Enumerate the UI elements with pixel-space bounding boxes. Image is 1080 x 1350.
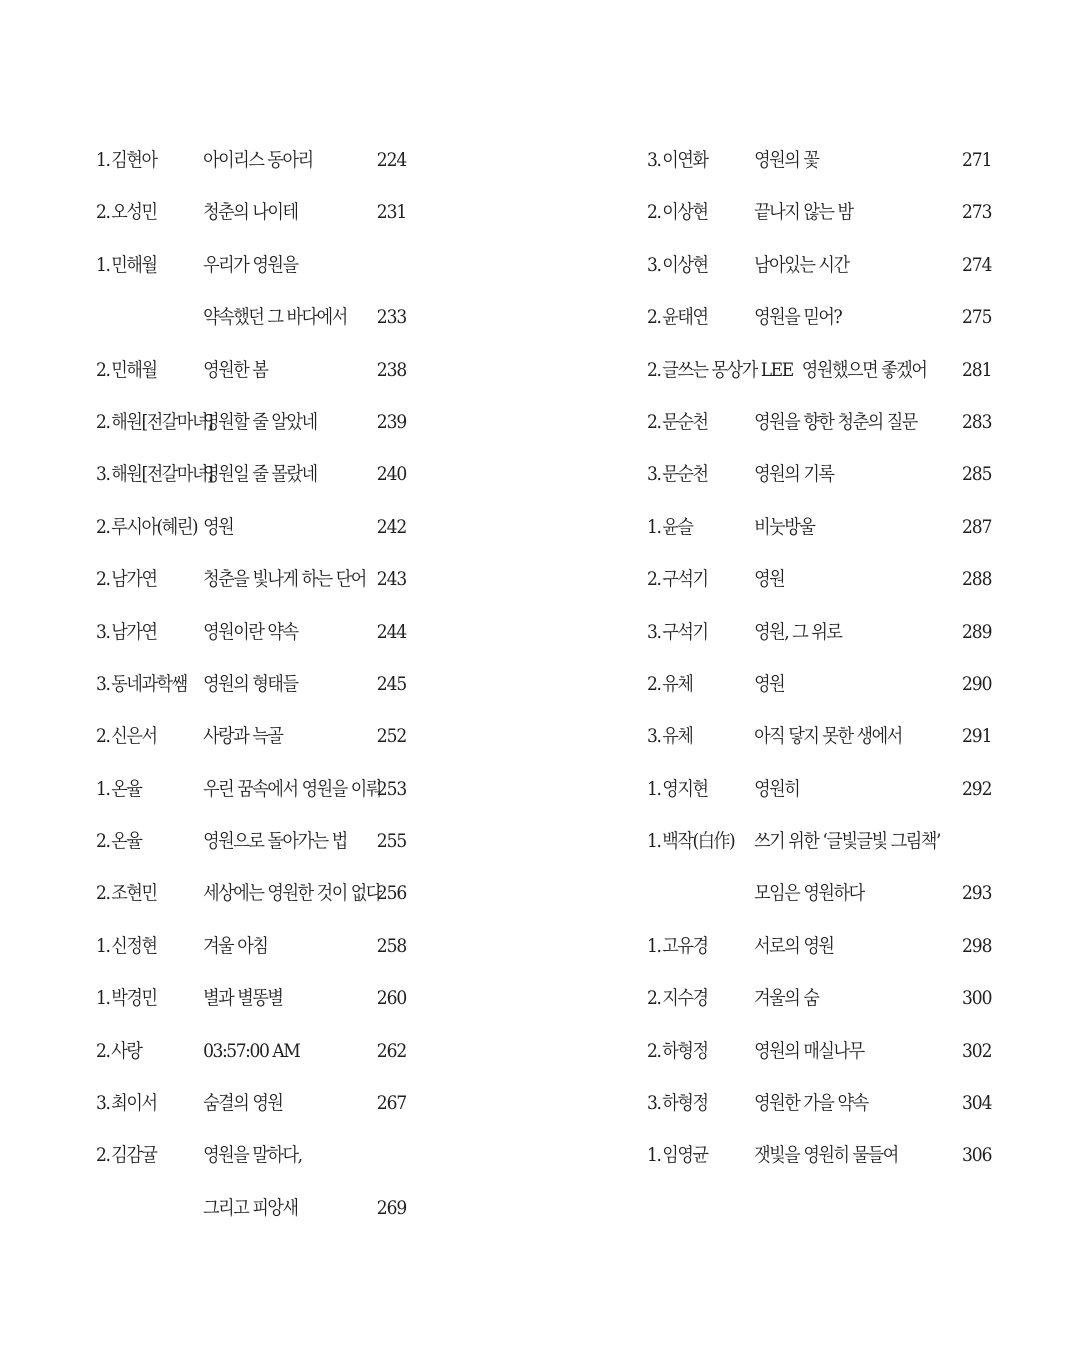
entry-number: 3. [647,149,661,171]
entry-author: 윤태연 [662,306,708,329]
entry-page-number: 252 [376,725,407,748]
entry-author: 최이서 [111,1092,157,1115]
toc-entry [96,815,407,867]
entry-author: 동네과학쌤 [111,672,187,695]
contents-left-column [96,134,436,1234]
entry-title: 03:57:00 AM [203,1039,300,1062]
entry-page-number: 233 [376,306,407,329]
toc-entry [647,763,992,815]
entry-author: 신정현 [111,934,157,957]
entry-page-number: 256 [376,882,407,905]
entry-number: 1. [647,934,661,957]
entry-page-number: 245 [376,672,407,695]
entry-author: 이상현 [662,201,708,224]
entry-title: 영원한 봄 [203,358,268,381]
entry-title: 우린 꿈속에서 영원을 이뤄 [203,777,381,800]
entry-author: 문순천 [662,463,708,486]
entry-author: 지수경 [662,987,708,1010]
toc-entry [96,1182,407,1234]
entry-author: 구석기 [662,620,708,643]
toc-entry [96,658,407,710]
entry-title: 영원했으면 좋겠어 [801,358,927,381]
entry-author: 임영균 [662,1144,708,1167]
entry-title: 별과 별똥별 [203,987,283,1010]
entry-title: 영원의 꽃 [754,149,819,171]
entry-number: 2. [647,1039,661,1062]
entry-number: 2. [96,515,110,538]
entry-number: 3. [96,672,110,695]
entry-page-number: 306 [962,1144,992,1167]
entry-title: 영원의 형태들 [203,672,298,695]
toc-entry [647,972,992,1024]
entry-number: 1. [647,515,661,538]
entry-number: 2. [647,410,661,433]
toc-entry [647,606,992,658]
entry-number: 2. [96,725,110,748]
entry-page-number: 267 [376,1092,407,1115]
toc-entry [96,448,407,500]
entry-page-number: 255 [376,830,407,853]
entry-author: 유체 [662,725,693,748]
toc-entry [96,867,407,919]
entry-page-number: 292 [962,777,992,800]
toc-entry [96,291,407,343]
entry-page-number: 262 [376,1039,407,1062]
entry-title: 영원일 줄 몰랐네 [203,463,317,486]
entry-title: 겨울의 숨 [754,987,819,1010]
entry-page-number: 274 [962,253,992,276]
entry-author: 온율 [111,830,142,853]
entry-page-number: 258 [376,934,407,957]
toc-entry [96,1129,402,1181]
entry-title: 세상에는 영원한 것이 없다 [203,882,381,905]
toc-entry [96,1077,407,1129]
toc-entry [96,553,407,605]
entry-page-number: 302 [962,1039,992,1062]
entry-page-number: 239 [376,410,407,433]
entry-page-number: 253 [376,777,407,800]
entry-page-number: 260 [376,987,407,1010]
entry-author: 김현아 [111,149,157,171]
entry-author: 조현민 [111,882,157,905]
entry-number: 2. [647,306,661,329]
toc-entry [96,606,407,658]
entry-page-number: 288 [962,568,992,591]
entry-page-number: 281 [962,358,992,381]
entry-author: 해원[전갈마녀] [111,463,213,486]
toc-entry [647,658,992,710]
entry-page-number: 298 [962,934,992,957]
entry-title: 아직 닿지 못한 생에서 [754,725,902,748]
entry-author: 백작(白作) [662,830,735,853]
entry-page-number: 304 [962,1092,992,1115]
toc-entry [647,710,992,762]
entry-title: 영원 [754,672,785,695]
entry-author: 신은서 [111,725,157,748]
entry-page-number: 269 [376,1196,407,1219]
toc-entry [647,1129,992,1181]
entry-author: 민해월 [111,358,157,381]
toc-entry [96,763,407,815]
entry-title: 약속했던 그 바다에서 [203,306,347,329]
entry-author: 루시아(혜린) [111,515,198,538]
entry-page-number: 300 [962,987,992,1010]
entry-page-number: 243 [376,568,407,591]
toc-entry [647,553,992,605]
entry-page-number: 271 [962,149,992,171]
entry-author: 이연화 [662,149,708,171]
toc-entry [96,972,407,1024]
entry-author: 김감귤 [111,1144,157,1167]
entry-number: 1. [96,777,110,800]
entry-title: 영원, 그 위로 [754,620,842,643]
entry-page-number: 231 [376,201,407,224]
toc-entry [96,920,407,972]
toc-entry [647,344,992,396]
entry-page-number: 224 [376,149,407,171]
entry-title: 그리고 피앙새 [203,1196,298,1219]
entry-author: 박경민 [111,987,157,1010]
entry-number: 2. [647,568,661,591]
toc-entry [96,501,407,553]
entry-page-number: 238 [376,358,407,381]
entry-author: 글쓰는 몽상가 LEE [662,358,793,381]
toc-entry [647,920,992,972]
entry-author: 오성민 [111,201,157,224]
entry-title: 비눗방울 [754,515,815,538]
entry-title: 영원 [754,568,785,591]
entry-title: 쓰기 위한 ‘글빛글빛 그림책’ [754,830,940,853]
entry-number: 2. [96,568,110,591]
entry-number: 1. [647,777,661,800]
toc-entry [647,815,953,867]
toc-entry [96,344,407,396]
entry-page-number: 289 [962,620,992,643]
entry-page-number: 244 [376,620,407,643]
toc-entry [96,134,407,186]
entry-number: 3. [647,725,661,748]
entry-number: 2. [647,201,661,224]
entry-title: 영원이란 약속 [203,620,298,643]
entry-title: 영원을 향한 청춘의 질문 [754,410,917,433]
entry-author: 이상현 [662,253,708,276]
toc-entry [647,291,992,343]
entry-page-number: 291 [962,725,992,748]
entry-number: 3. [96,620,110,643]
entry-number: 3. [647,620,661,643]
entry-title: 청춘의 나이테 [203,201,298,224]
entry-number: 3. [647,253,661,276]
entry-number: 1. [96,934,110,957]
entry-number: 3. [647,463,661,486]
toc-entry [647,1025,992,1077]
entry-number: 1. [96,149,110,171]
entry-title: 영원을 말하다, [203,1144,302,1167]
entry-author: 구석기 [662,568,708,591]
entry-page-number: 287 [962,515,992,538]
entry-title: 영원할 줄 알았네 [203,410,317,433]
entry-number: 2. [96,1039,110,1062]
toc-entry [96,239,402,291]
entry-author: 유체 [662,672,693,695]
entry-title: 영원으로 돌아가는 법 [203,830,347,853]
entry-title: 잿빛을 영원히 물들여 [754,1144,898,1167]
entry-page-number: 240 [376,463,407,486]
entry-title: 서로의 영원 [754,934,834,957]
entry-title: 영원 [203,515,234,538]
toc-entry [647,396,992,448]
entry-page-number: 242 [376,515,407,538]
entry-title: 우리가 영원을 [203,253,298,276]
toc-entry [96,396,407,448]
entry-author: 문순천 [662,410,708,433]
entry-author: 영지현 [662,777,708,800]
entry-page-number: 273 [962,201,992,224]
entry-number: 2. [647,358,661,381]
entry-page-number: 283 [962,410,992,433]
entry-author: 민해월 [111,253,157,276]
entry-author: 하형정 [662,1039,708,1062]
entry-author: 고유경 [662,934,708,957]
entry-number: 2. [647,987,661,1010]
entry-number: 1. [96,987,110,1010]
toc-entry [647,239,992,291]
entry-page-number: 293 [962,882,992,905]
entry-number: 1. [647,1144,661,1167]
entry-number: 3. [96,463,110,486]
entry-title: 겨울 아침 [203,934,268,957]
entry-title: 남아있는 시간 [754,253,849,276]
entry-number: 2. [96,358,110,381]
entry-page-number: 285 [962,463,992,486]
entry-author: 해원[전갈마녀] [111,410,213,433]
toc-entry [647,134,992,186]
entry-author: 남가연 [111,620,157,643]
entry-number: 2. [96,410,110,433]
entry-number: 2. [647,672,661,695]
entry-author: 사랑 [111,1039,142,1062]
entry-number: 3. [96,1092,110,1115]
entry-author: 남가연 [111,568,157,591]
entry-number: 3. [647,1092,661,1115]
entry-number: 2. [96,201,110,224]
entry-title: 아이리스 동아리 [203,149,313,171]
entry-number: 2. [96,1144,110,1167]
entry-author: 하형정 [662,1092,708,1115]
entry-title: 영원한 가을 약속 [754,1092,868,1115]
toc-entry [96,186,407,238]
entry-title: 청춘을 빛나게 하는 단어 [203,568,366,591]
entry-title: 영원의 매실나무 [754,1039,864,1062]
entry-page-number: 275 [962,306,992,329]
entry-page-number: 290 [962,672,992,695]
entry-author: 윤슬 [662,515,693,538]
contents-right-column [647,134,992,1182]
entry-title: 숨결의 영원 [203,1092,283,1115]
entry-title: 영원의 기록 [754,463,834,486]
entry-title: 사랑과 늑골 [203,725,283,748]
toc-entry [647,867,992,919]
entry-number: 1. [647,830,661,853]
toc-entry [647,186,992,238]
entry-title: 영원히 [754,777,800,800]
toc-entry [96,710,407,762]
toc-entry [96,1025,407,1077]
toc-entry [647,501,992,553]
entry-number: 2. [96,882,110,905]
entry-title: 모임은 영원하다 [754,882,864,905]
entry-title: 영원을 믿어? [754,306,842,329]
toc-entry [647,1077,992,1129]
entry-author: 온율 [111,777,142,800]
toc-entry [647,448,992,500]
entry-number: 2. [96,830,110,853]
entry-number: 1. [96,253,110,276]
entry-title: 끝나지 않는 밤 [754,201,853,224]
